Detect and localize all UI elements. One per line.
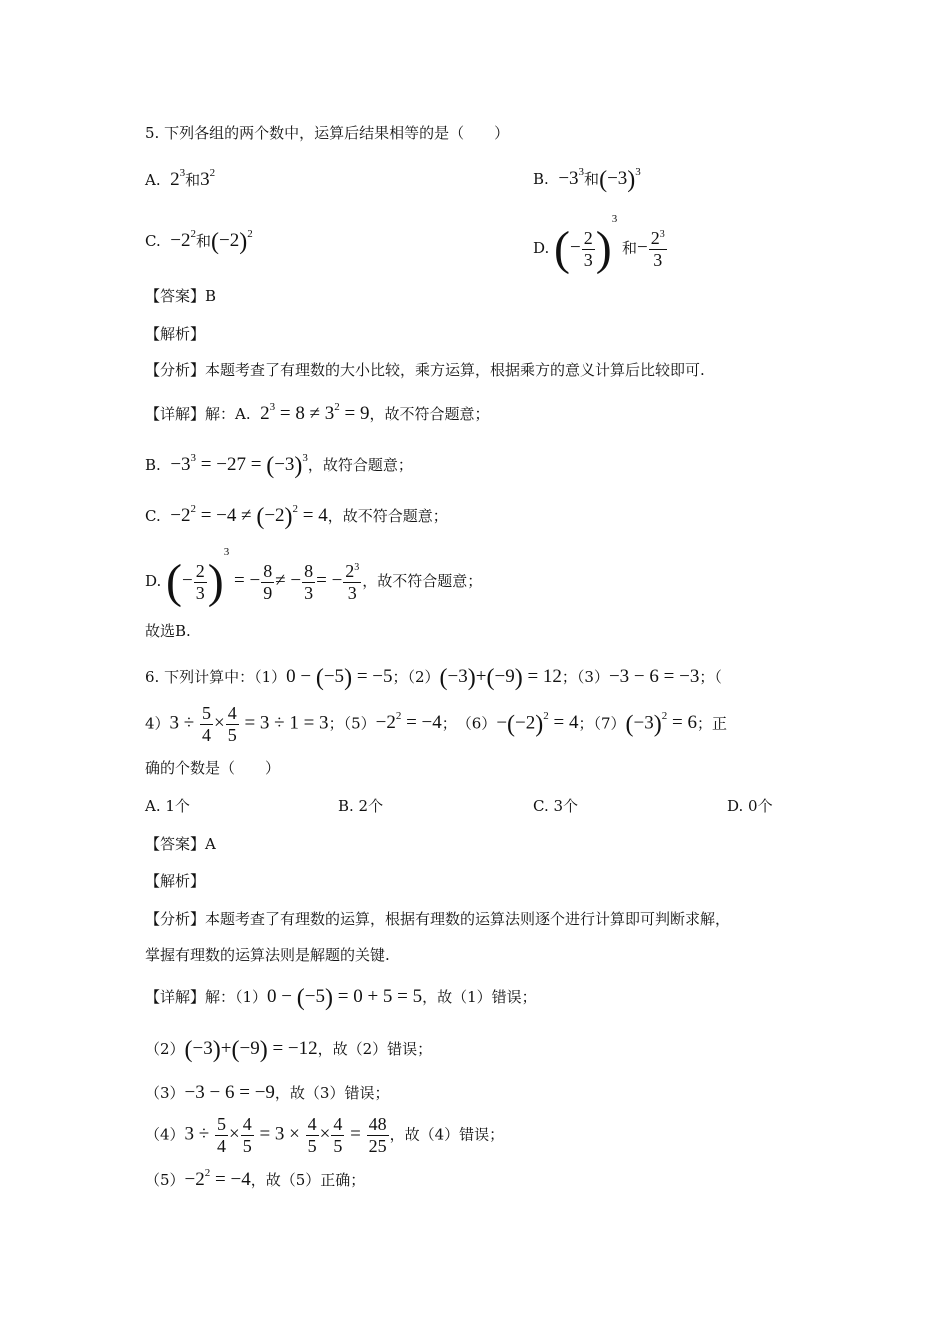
q5-option-c-label: C. <box>145 232 161 250</box>
q6-stem-line3: 确的个数是（ ） <box>145 759 281 777</box>
q6-detail-3: （3）−3 − 6 = −9，故（3）错误； <box>145 1082 390 1103</box>
q6-analysis-line2: 掌握有理数的运算法则是解题的关键. <box>145 946 390 964</box>
q6-option-b: B. 2个 <box>338 797 384 815</box>
q6-detail-1: 【详解】解：（1）0 − (−5) = 0 + 5 = 5，故（1）错误； <box>145 985 537 1011</box>
q5-answer: 【答案】B <box>145 287 217 305</box>
q5-detail-a: 【详解】解：A. $2^3 = 8 \ne 3^2 = 9$，故不符合题意； <box>145 401 490 424</box>
q5-option-d: D. (− $\frac{2}{3}$ )$^3$ 和− $\frac{2^3}{3}$ <box>533 213 665 275</box>
q6-answer: 【答案】A <box>145 835 216 853</box>
q6-jiexi: 【解析】 <box>145 872 206 890</box>
q6-detail-5: $(5)-2^2 = -4$，故（5）正确； <box>145 1167 366 1190</box>
q5-detail-d: D. (− $\frac{2}{3}$ )$^3$ = − $\frac{8}{9}$ ≠ − $\frac{8}{3}$ = − $\frac{2^3}{3}$ ，故不符合题意； <box>145 546 483 608</box>
q5-analysis: 【分析】本题考查了有理数的大小比较，乘方运算，根据乘方的意义计算后比较即可. <box>145 361 705 379</box>
q6-option-c: C. 3个 <box>533 797 579 815</box>
q6-option-a: A. 1个 <box>145 797 190 815</box>
q5-stem: 5. 下列各组的两个数中，运算后结果相等的是（ ） <box>145 124 510 142</box>
q5-option-b: B. $-3^3$和$(-3)^3$ <box>533 166 641 193</box>
q6-detail-2: （2）(−3)+(−9) = −12，故（2）错误； <box>145 1037 433 1063</box>
q6-stem-line2: 4）3 ÷ $\frac{5}{4}$ × $\frac{4}{5}$ = 3 ÷ 1 = 3；$(5)-2^2 = -4$； $(6)-(-2)^2 = 4$；$(7)(-3)^2 = 6$；正 <box>145 703 727 745</box>
q5-option-d-label: D. <box>533 239 550 257</box>
q5-jiexi: 【解析】 <box>145 325 206 343</box>
q5-detail-c: C. $-2^2 = -4 \ne (-2)^2 = 4$，故不符合题意； <box>145 503 448 530</box>
q6-analysis-line1: 【分析】本题考查了有理数的运算，根据有理数的运算法则逐个进行计算即可判断求解， <box>145 910 731 928</box>
q6-option-d: D. 0个 <box>727 797 773 815</box>
q5-option-a: A. $2^3$和$3^2$ <box>145 167 216 190</box>
q5-detail-b: B. $-3^3 = -27 = (-3)^3$，故符合题意； <box>145 452 413 479</box>
q5-conclusion: 故选B. <box>145 622 191 640</box>
q6-detail-4: （4）3 ÷ $\frac{5}{4}$ × $\frac{4}{5}$ = 3 × $\frac{4}{5}$ × $\frac{4}{5}$ = $\frac{48}{25}$ ，故（4）错误； <box>145 1114 505 1156</box>
q5-option-a-label: A. <box>145 171 161 189</box>
q5-option-b-label: B. <box>533 170 549 188</box>
q5-option-c: C. $-2^2$和$(-2)^2$ <box>145 228 253 255</box>
q6-stem-line1: 6. 下列计算中：（1）0 − (−5) = −5；（2）(−3)+(−9) = 12；（3）−3 − 6 = −3；（ <box>145 665 722 691</box>
